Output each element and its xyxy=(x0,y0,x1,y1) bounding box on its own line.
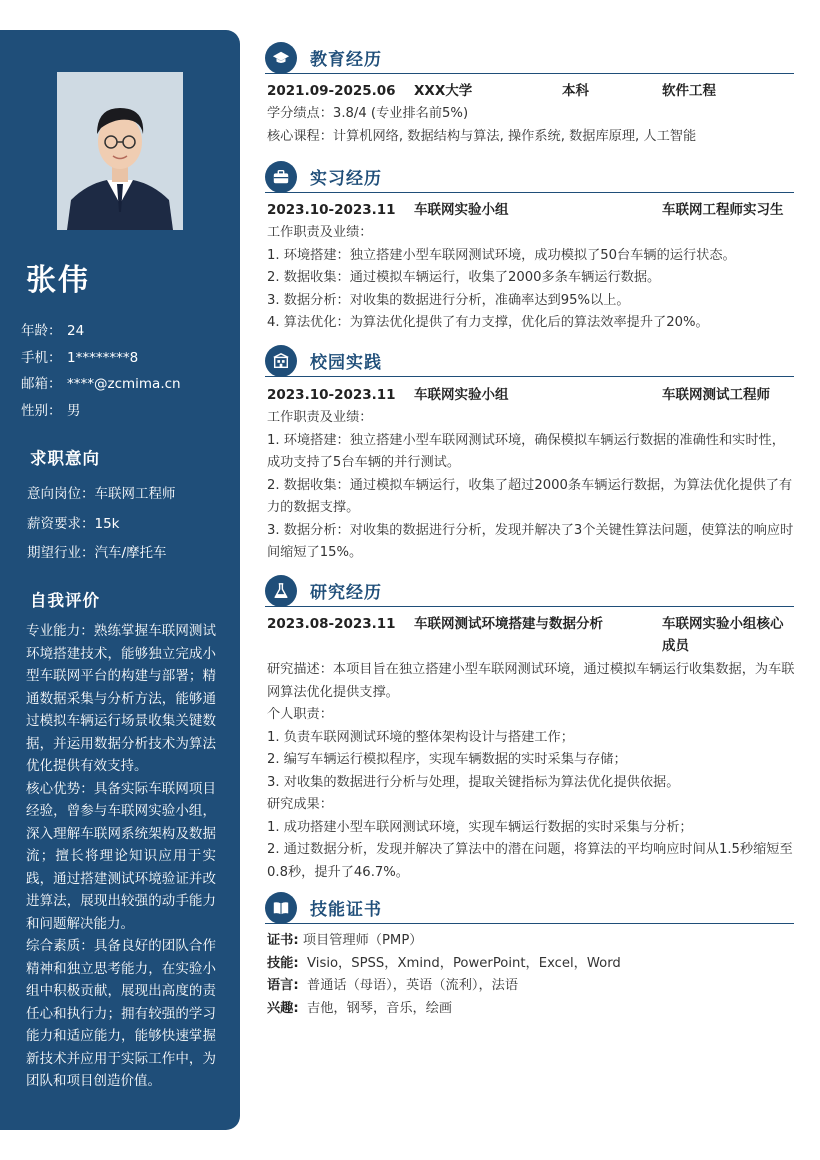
info-value: 24 xyxy=(67,323,85,339)
campus-title: 校园实践 xyxy=(310,353,382,373)
self-eval-strength: 核心优势：具备实际车联网项目经验，曾参与车联网实验小组，深入理解车联网系统架构及数据流；擅长将理论知识应用于实践，通过搭建测试环境验证并改进算法，展现出较强的动手能力和问题解决能力。 xyxy=(26,780,216,932)
briefcase-icon xyxy=(265,161,297,193)
research-line: 个人职责： xyxy=(267,707,333,722)
self-eval-title: 自我评价 xyxy=(30,591,100,610)
info-gender xyxy=(21,398,181,425)
info-email xyxy=(21,371,181,398)
skill-value: 项目管理师（PMP） xyxy=(302,933,423,948)
campus-line: 1. 环境搭建：独立搭建小型车联网测试环境，确保模拟车辆运行数据的准确性和实时性，成功支持了5台车辆的并行测试。 xyxy=(267,432,785,470)
research-line: 2. 通过数据分析，发现并解决了算法中的潜在问题，将算法的平均响应时间从1.5秒缩短至0.8秒，提升了46.7%。 xyxy=(267,842,793,880)
campus-role: 车联网测试工程师 xyxy=(662,387,770,403)
skill-tools xyxy=(267,953,795,976)
skill-label: 证书: xyxy=(267,933,299,948)
personal-info xyxy=(21,318,181,424)
info-label: 邮箱： xyxy=(21,376,62,392)
internship-line: 1. 环境搭建：独立搭建小型车联网测试环境，成功模拟了50台车辆的运行状态。 xyxy=(267,247,736,263)
info-phone xyxy=(21,345,181,372)
campus-period: 2023.10-2023.11 xyxy=(267,387,396,403)
education-period: 2021.09-2025.06 xyxy=(267,83,396,99)
intent-position: 意向岗位：车联网工程师 xyxy=(27,486,176,502)
internship-role: 车联网工程师实习生 xyxy=(662,202,784,218)
education-title: 教育经历 xyxy=(310,50,382,70)
campus-section xyxy=(267,384,795,565)
campus-line: 3. 数据分析：对收集的数据进行分析，发现并解决了3个关键性算法问题，使算法的响应时间缩短了15%。 xyxy=(267,522,794,560)
intent-title: 求职意向 xyxy=(30,449,100,468)
research-role: 车联网实验小组核心成员 xyxy=(662,616,784,654)
info-value: 男 xyxy=(67,402,81,419)
internship-header xyxy=(265,159,794,193)
skills-header xyxy=(265,890,794,924)
skills-section xyxy=(267,930,795,1020)
research-line: 研究成果： xyxy=(267,797,333,812)
candidate-name: 张伟 xyxy=(26,263,90,298)
internship-org: 车联网实验小组 xyxy=(414,202,509,218)
research-line: 1. 成功搭建小型车联网测试环境，实现车辆运行数据的实时采集与分析； xyxy=(267,819,693,835)
skill-value: Visio，SPSS，Xmind，PowerPoint，Excel，Word xyxy=(307,955,621,971)
research-line: 1. 负责车联网测试环境的整体架构设计与搭建工作； xyxy=(267,729,574,745)
education-degree: 本科 xyxy=(562,83,589,99)
campus-header xyxy=(265,343,794,377)
skill-label: 语言: xyxy=(267,978,299,993)
book-icon xyxy=(265,892,297,924)
education-courses: 核心课程：计算机网络, 数据结构与算法, 操作系统, 数据库原理, 人工智能 xyxy=(267,128,697,144)
info-label: 性别： xyxy=(21,402,62,419)
skill-label: 兴趣: xyxy=(267,1000,299,1016)
profile-photo xyxy=(57,72,183,230)
sidebar xyxy=(0,30,240,1130)
internship-period: 2023.10-2023.11 xyxy=(267,202,396,218)
research-meta xyxy=(267,613,795,654)
research-line: 3. 对收集的数据进行分析与处理，提取关键指标为算法优化提供依据。 xyxy=(267,774,680,790)
campus-meta xyxy=(267,384,795,407)
campus-line: 工作职责及业绩： xyxy=(267,410,373,425)
internship-title: 实习经历 xyxy=(310,169,382,189)
education-header xyxy=(265,40,794,74)
research-header xyxy=(265,573,794,607)
research-line: 研究描述：本项目旨在独立搭建小型车联网测试环境，通过模拟车辆运行收集数据，为车联网算法优化提供支撑。 xyxy=(267,662,795,700)
campus-line: 2. 数据收集：通过模拟车辆运行，收集了超过2000条车辆运行数据，为算法优化提供了有力的数据支撑。 xyxy=(267,477,793,515)
self-evaluation xyxy=(26,620,216,1093)
skill-value: 普通话（母语），英语（流利），法语 xyxy=(307,978,519,993)
education-section xyxy=(267,80,795,148)
intent-industry: 期望行业：汽车/摩托车 xyxy=(27,545,167,561)
portrait-image xyxy=(57,72,183,230)
self-eval-overall: 综合素质：具备良好的团队合作精神和独立思考能力，在实验小组中积极贡献，展现出高度的责任心和执行力；拥有较强的学习能力和适应能力，能够快速掌握新技术并应用于实际工作中，为团队和项目创造价值。 xyxy=(26,938,216,1089)
internship-line: 2. 数据收集：通过模拟车辆运行，收集了2000多条车辆运行数据。 xyxy=(267,270,661,285)
self-eval-professional: 专业能力：熟练掌握车联网测试环境搭建技术，能够独立完成小型车联网平台的构建与部署；精通数据采集与分析方法，能够通过模拟车辆运行场景收集关键数据，并运用数据分析技术为算法优化提供有效支持。 xyxy=(26,623,216,774)
internship-line: 4. 算法优化：为算法优化提供了有力支撑，优化后的算法效率提升了20%。 xyxy=(267,315,709,330)
research-project: 车联网测试环境搭建与数据分析 xyxy=(414,616,603,632)
info-value: ****@zcmima.cn xyxy=(67,376,181,392)
info-age xyxy=(21,318,181,345)
intent-salary: 薪资要求：15k xyxy=(27,515,120,532)
skill-language xyxy=(267,975,795,998)
flask-icon xyxy=(265,575,297,607)
internship-line: 3. 数据分析：对收集的数据进行分析，准确率达到95%以上。 xyxy=(267,292,630,308)
graduation-cap-icon xyxy=(265,42,297,74)
research-section xyxy=(267,613,795,884)
skill-cert xyxy=(267,930,795,953)
info-label: 年龄： xyxy=(21,323,62,339)
skills-title: 技能证书 xyxy=(310,900,382,920)
building-icon xyxy=(265,345,297,377)
education-school: XXX大学 xyxy=(414,83,473,99)
research-line: 2. 编写车辆运行模拟程序，实现车辆数据的实时采集与存储； xyxy=(267,752,627,767)
education-meta xyxy=(267,80,795,103)
internship-line: 工作职责及业绩： xyxy=(267,225,373,240)
skill-label: 技能: xyxy=(267,955,299,971)
internship-meta xyxy=(267,199,795,222)
skill-value: 吉他，钢琴，音乐，绘画 xyxy=(307,1000,453,1016)
info-label: 手机： xyxy=(21,349,62,366)
info-value: 1********8 xyxy=(67,349,139,366)
job-intent xyxy=(27,480,176,569)
internship-section xyxy=(267,199,795,335)
skill-interest xyxy=(267,998,795,1021)
education-gpa: 学分绩点：3.8/4 (专业排名前5%) xyxy=(267,106,469,121)
research-title: 研究经历 xyxy=(310,583,382,603)
education-major: 软件工程 xyxy=(662,83,716,99)
research-period: 2023.08-2023.11 xyxy=(267,616,396,632)
campus-org: 车联网实验小组 xyxy=(414,387,509,403)
